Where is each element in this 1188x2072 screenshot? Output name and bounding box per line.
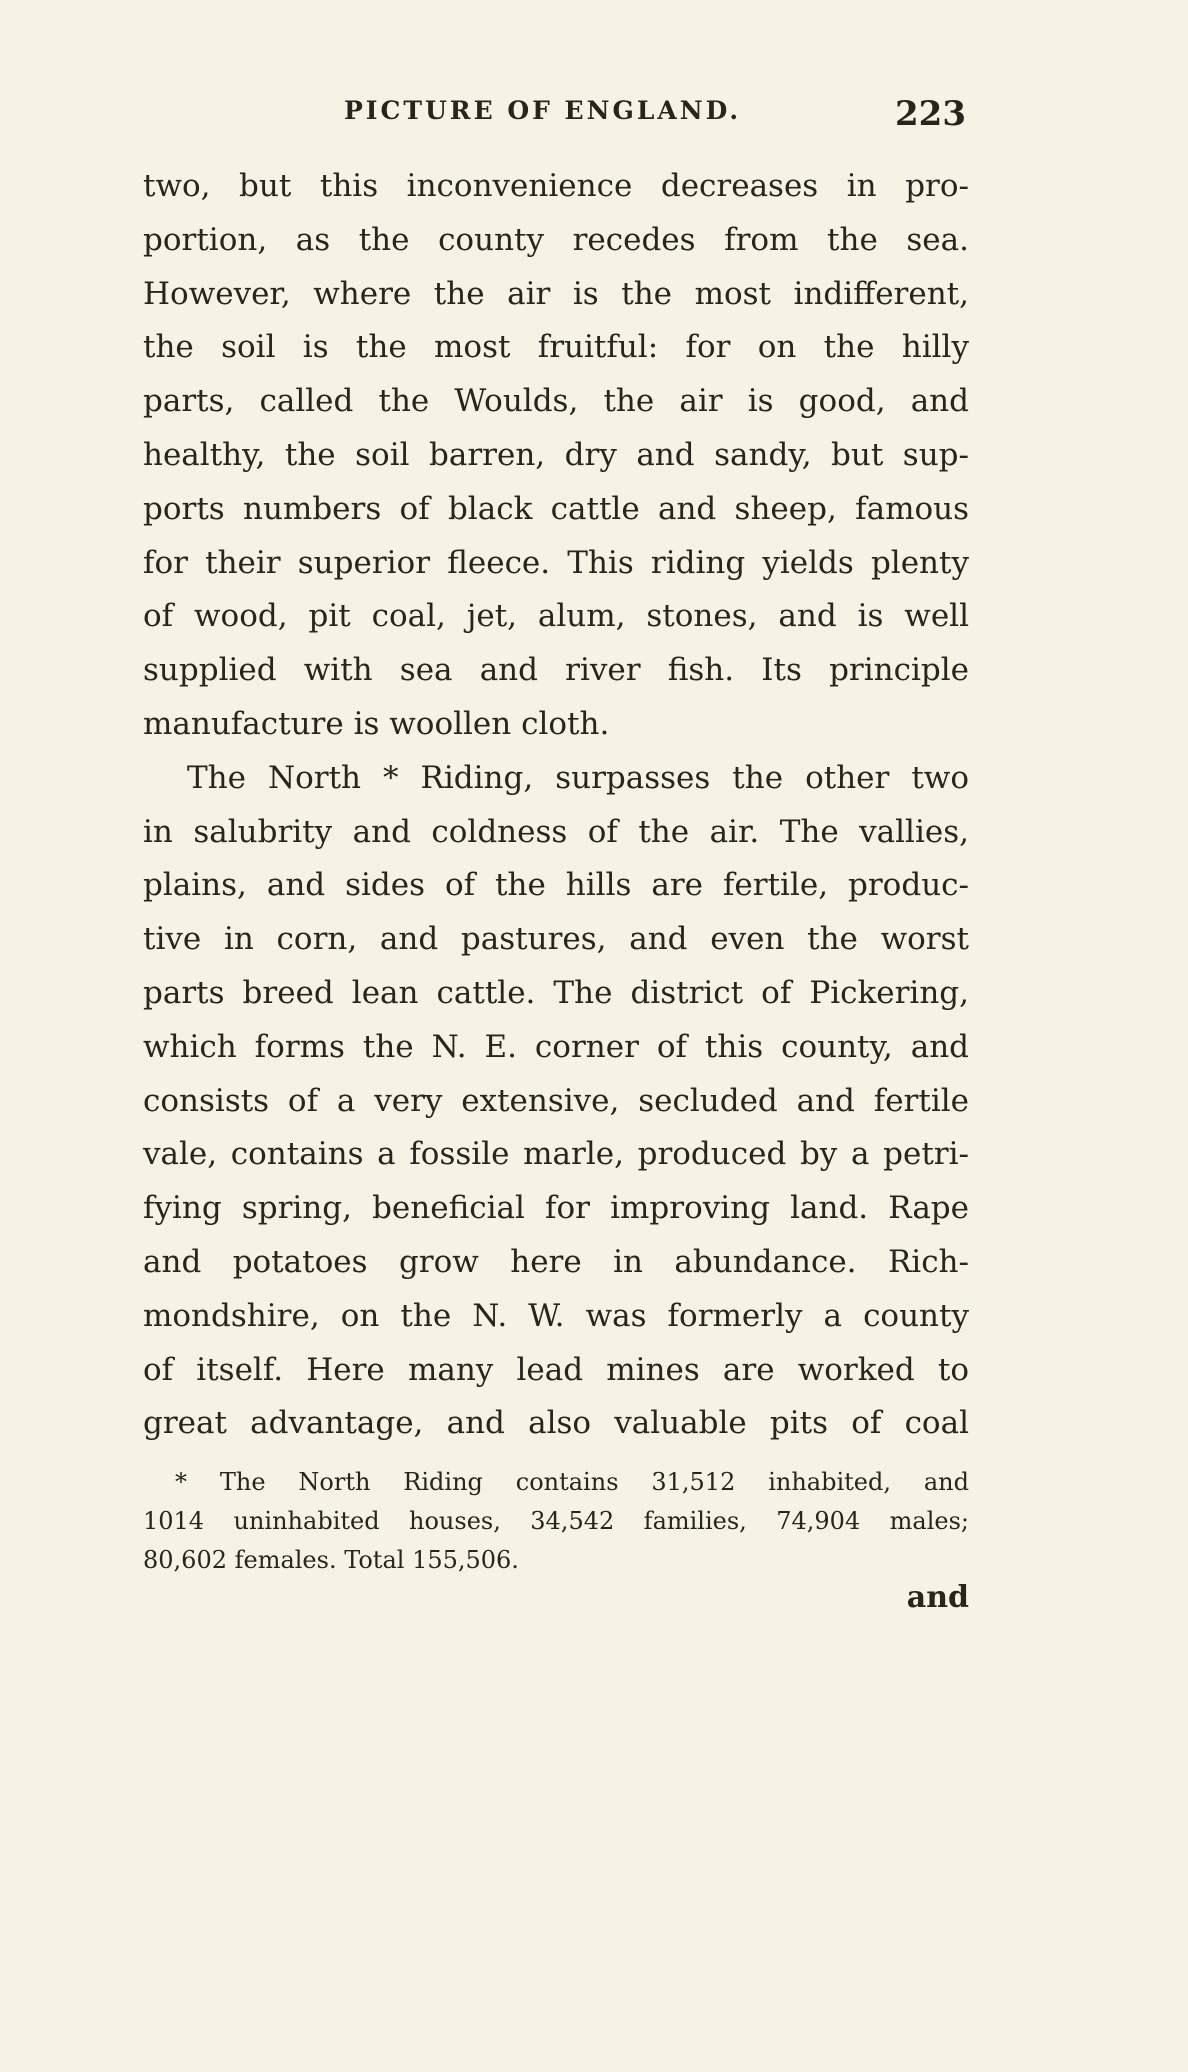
text-line: of wood, pit coal, jet, alum, stones, and is well	[143, 598, 969, 635]
text-line: supplied with sea and river fish. Its principle	[143, 652, 969, 689]
text-line: in salubrity and coldness of the air. The vallies,	[143, 813, 969, 850]
footnote-line: 1014 uninhabited houses, 34,542 families, 74,904 males;	[143, 1507, 969, 1535]
footnote	[143, 1463, 969, 1580]
text-line: for their superior fleece. This riding yields plenty	[143, 544, 969, 581]
text-line: ports numbers of black cattle and sheep, famous	[143, 490, 969, 527]
text-line: consists of a very extensive, secluded and fertile	[143, 1082, 969, 1119]
running-title: PICTURE OF ENGLAND.	[344, 96, 742, 125]
page-number: 223	[895, 94, 966, 134]
footnote-line: 80,602 females. Total 155,506.	[143, 1546, 519, 1574]
text-line: The North * Riding, surpasses the other two	[187, 759, 969, 796]
text-line: healthy, the soil barren, dry and sandy, but sup-	[143, 436, 969, 473]
text-line: two, but this inconvenience decreases in pro-	[143, 168, 969, 204]
text-line: plains, and sides of the hills are fertile, produc-	[143, 867, 969, 904]
running-head	[140, 96, 966, 136]
text-line: of itself. Here many lead mines are worked to	[143, 1351, 969, 1388]
text-line: fying spring, beneficial for improving land. Rape	[143, 1190, 969, 1227]
text-line: portion, as the county recedes from the sea.	[143, 221, 969, 258]
text-line: manufacture is woollen cloth.	[143, 705, 610, 742]
text-line: vale, contains a fossile marle, produced by a petri-	[143, 1136, 969, 1173]
text-line: and potatoes grow here in abundance. Rich-	[143, 1243, 969, 1280]
footnote-line: * The North Riding contains 31,512 inhabited, and	[175, 1468, 969, 1496]
text-line: parts breed lean cattle. The district of Pickering,	[143, 974, 969, 1011]
catchword: and	[906, 1580, 969, 1615]
text-line: mondshire, on the N. W. was formerly a county	[143, 1297, 969, 1334]
text-line: parts, called the Woulds, the air is good, and	[143, 383, 969, 420]
text-line: tive in corn, and pastures, and even the worst	[143, 921, 969, 958]
body-text	[143, 160, 969, 1451]
text-line: However, where the air is the most indifferent,	[143, 275, 969, 312]
text-line: the soil is the most fruitful: for on the hilly	[143, 329, 969, 366]
text-line: great advantage, and also valuable pits of coal	[143, 1405, 969, 1442]
text-line: which forms the N. E. corner of this county, and	[143, 1028, 969, 1065]
